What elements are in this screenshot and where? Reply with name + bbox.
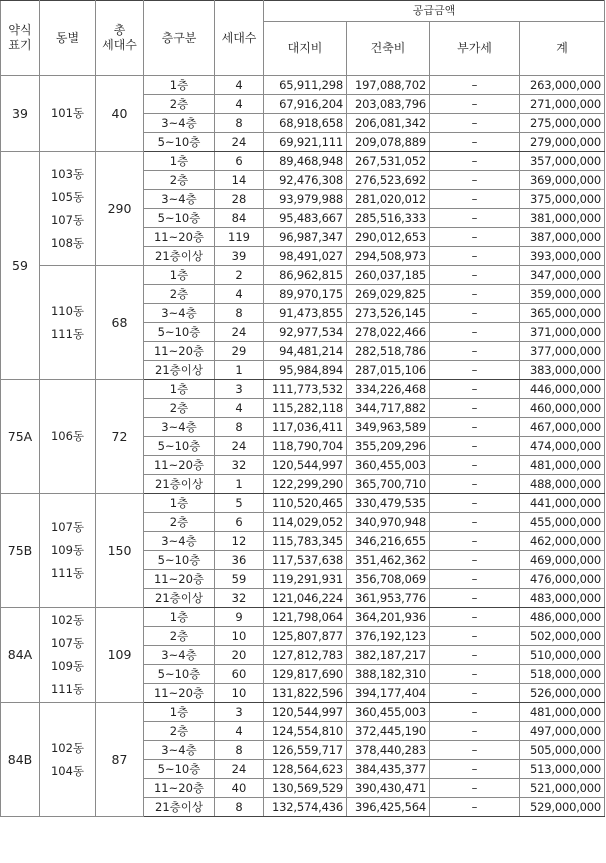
floor-cell: 2층 [144,627,215,646]
table-header [1,1,605,76]
total-price-cell: 393,000,000 [520,247,605,266]
floor-cell: 11~20층 [144,228,215,247]
vat-cell: – [430,456,520,475]
total-price-cell: 481,000,000 [520,703,605,722]
floor-cell: 11~20층 [144,570,215,589]
units-cell: 6 [215,152,264,171]
land-price-cell: 125,807,877 [264,627,347,646]
dong-label: 106동 [50,429,85,443]
building-price-cell: 390,430,471 [347,779,430,798]
land-price-cell: 68,918,658 [264,114,347,133]
units-cell: 29 [215,342,264,361]
total-price-cell: 486,000,000 [520,608,605,627]
building-price-cell: 340,970,948 [347,513,430,532]
header-building: 건축비 [347,22,430,76]
floor-cell: 1층 [144,703,215,722]
table-row [1,703,605,722]
land-price-cell: 86,962,815 [264,266,347,285]
dong-label: 102동 [50,613,85,627]
land-price-cell: 127,812,783 [264,646,347,665]
building-price-cell: 278,022,466 [347,323,430,342]
land-price-cell: 111,773,532 [264,380,347,399]
units-cell: 3 [215,703,264,722]
building-price-cell: 294,508,973 [347,247,430,266]
building-price-cell: 344,717,882 [347,399,430,418]
vat-cell: – [430,95,520,114]
units-cell: 28 [215,190,264,209]
building-price-cell: 360,455,003 [347,703,430,722]
dong-label: 108동 [50,235,85,250]
land-price-cell: 96,987,347 [264,228,347,247]
land-price-cell: 120,544,997 [264,703,347,722]
total-price-cell: 502,000,000 [520,627,605,646]
dong-cell [40,152,96,266]
land-price-cell: 119,291,931 [264,570,347,589]
land-price-cell: 92,476,308 [264,171,347,190]
units-cell: 32 [215,456,264,475]
land-price-cell: 117,036,411 [264,418,347,437]
units-cell: 4 [215,722,264,741]
header-land: 대지비 [264,22,347,76]
floor-cell: 2층 [144,399,215,418]
type-cell: 39 [1,76,40,152]
vat-cell: – [430,133,520,152]
building-price-cell: 394,177,404 [347,684,430,703]
table-body [1,76,605,817]
vat-cell: – [430,722,520,741]
units-cell: 8 [215,304,264,323]
land-price-cell: 65,911,298 [264,76,347,95]
table-row [1,608,605,627]
vat-cell: – [430,399,520,418]
units-cell: 2 [215,266,264,285]
floor-cell: 3~4층 [144,418,215,437]
building-price-cell: 388,182,310 [347,665,430,684]
header-type: 약식 표기 [1,1,40,76]
vat-cell: – [430,247,520,266]
building-price-cell: 365,700,710 [347,475,430,494]
units-cell: 14 [215,171,264,190]
vat-cell: – [430,608,520,627]
total-price-cell: 481,000,000 [520,456,605,475]
units-cell: 36 [215,551,264,570]
units-cell: 24 [215,760,264,779]
total-price-cell: 469,000,000 [520,551,605,570]
total-price-cell: 387,000,000 [520,228,605,247]
vat-cell: – [430,380,520,399]
total-price-cell: 488,000,000 [520,475,605,494]
total-price-cell: 476,000,000 [520,570,605,589]
land-price-cell: 93,979,988 [264,190,347,209]
table-row [1,76,605,95]
dong-cell [40,494,96,608]
vat-cell: – [430,665,520,684]
building-price-cell: 276,523,692 [347,171,430,190]
floor-cell: 5~10층 [144,760,215,779]
type-cell: 59 [1,152,40,380]
vat-cell: – [430,551,520,570]
floor-cell: 1층 [144,152,215,171]
total-units-cell: 40 [96,76,144,152]
land-price-cell: 115,783,345 [264,532,347,551]
dong-label: 107동 [50,212,85,227]
land-price-cell: 129,817,690 [264,665,347,684]
units-cell: 10 [215,627,264,646]
total-price-cell: 497,000,000 [520,722,605,741]
floor-cell: 2층 [144,171,215,190]
vat-cell: – [430,494,520,513]
units-cell: 24 [215,323,264,342]
land-price-cell: 121,798,064 [264,608,347,627]
vat-cell: – [430,779,520,798]
vat-cell: – [430,646,520,665]
total-price-cell: 513,000,000 [520,760,605,779]
vat-cell: – [430,228,520,247]
floor-cell: 5~10층 [144,323,215,342]
land-price-cell: 92,977,534 [264,323,347,342]
floor-cell: 3~4층 [144,741,215,760]
header-supply-price: 공급금액 [264,1,605,22]
floor-cell: 5~10층 [144,209,215,228]
vat-cell: – [430,570,520,589]
total-units-cell: 109 [96,608,144,703]
floor-cell: 5~10층 [144,437,215,456]
total-units-cell: 290 [96,152,144,266]
floor-cell: 3~4층 [144,646,215,665]
units-cell: 4 [215,399,264,418]
dong-label: 111동 [50,566,85,580]
building-price-cell: 285,516,333 [347,209,430,228]
units-cell: 9 [215,608,264,627]
units-cell: 24 [215,437,264,456]
total-units-cell: 68 [96,266,144,380]
total-units-cell: 72 [96,380,144,494]
floor-cell: 5~10층 [144,551,215,570]
land-price-cell: 118,790,704 [264,437,347,456]
building-price-cell: 287,015,106 [347,361,430,380]
building-price-cell: 260,037,185 [347,266,430,285]
dong-cell [40,380,96,494]
units-cell: 8 [215,798,264,817]
header-total-units: 총 세대수 [96,1,144,76]
floor-cell: 1층 [144,494,215,513]
vat-cell: – [430,418,520,437]
dong-label: 107동 [50,636,85,650]
floor-cell: 1층 [144,608,215,627]
building-price-cell: 267,531,052 [347,152,430,171]
dong-cell [40,266,96,380]
units-cell: 60 [215,665,264,684]
total-price-cell: 369,000,000 [520,171,605,190]
units-cell: 5 [215,494,264,513]
vat-cell: – [430,152,520,171]
building-price-cell: 334,226,468 [347,380,430,399]
units-cell: 4 [215,95,264,114]
vat-cell: – [430,437,520,456]
floor-cell: 21층이상 [144,589,215,608]
floor-cell: 2층 [144,722,215,741]
dong-label: 109동 [50,543,85,557]
building-price-cell: 349,963,589 [347,418,430,437]
dong-label: 101동 [50,106,85,120]
total-price-cell: 359,000,000 [520,285,605,304]
building-price-cell: 290,012,653 [347,228,430,247]
floor-cell: 2층 [144,513,215,532]
building-price-cell: 351,462,362 [347,551,430,570]
total-units-cell: 150 [96,494,144,608]
land-price-cell: 121,046,224 [264,589,347,608]
units-cell: 3 [215,380,264,399]
building-price-cell: 209,078,889 [347,133,430,152]
total-price-cell: 474,000,000 [520,437,605,456]
header-dong: 동별 [40,1,96,76]
land-price-cell: 120,544,997 [264,456,347,475]
building-price-cell: 356,708,069 [347,570,430,589]
land-price-cell: 95,984,894 [264,361,347,380]
total-price-cell: 505,000,000 [520,741,605,760]
total-price-cell: 347,000,000 [520,266,605,285]
dong-cell [40,76,96,152]
floor-cell: 21층이상 [144,475,215,494]
dong-label: 107동 [50,520,85,534]
building-price-cell: 376,192,123 [347,627,430,646]
land-price-cell: 95,483,667 [264,209,347,228]
vat-cell: – [430,532,520,551]
units-cell: 119 [215,228,264,247]
total-price-cell: 446,000,000 [520,380,605,399]
floor-cell: 5~10층 [144,133,215,152]
land-price-cell: 131,822,596 [264,684,347,703]
table-row [1,494,605,513]
vat-cell: – [430,323,520,342]
total-price-cell: 383,000,000 [520,361,605,380]
floor-cell: 21층이상 [144,247,215,266]
building-price-cell: 372,445,190 [347,722,430,741]
units-cell: 6 [215,513,264,532]
type-cell: 84A [1,608,40,703]
building-price-cell: 269,029,825 [347,285,430,304]
total-price-cell: 483,000,000 [520,589,605,608]
vat-cell: – [430,342,520,361]
building-price-cell: 206,081,342 [347,114,430,133]
units-cell: 32 [215,589,264,608]
vat-cell: – [430,741,520,760]
building-price-cell: 330,479,535 [347,494,430,513]
total-price-cell: 263,000,000 [520,76,605,95]
total-price-cell: 381,000,000 [520,209,605,228]
floor-cell: 5~10층 [144,665,215,684]
vat-cell: – [430,171,520,190]
floor-cell: 21층이상 [144,361,215,380]
floor-cell: 21층이상 [144,798,215,817]
building-price-cell: 282,518,786 [347,342,430,361]
type-cell: 75A [1,380,40,494]
building-price-cell: 361,953,776 [347,589,430,608]
vat-cell: – [430,76,520,95]
header-vat: 부가세 [430,22,520,76]
dong-label: 111동 [50,326,85,341]
total-price-cell: 365,000,000 [520,304,605,323]
land-price-cell: 117,537,638 [264,551,347,570]
vat-cell: – [430,190,520,209]
vat-cell: – [430,475,520,494]
total-price-cell: 441,000,000 [520,494,605,513]
building-price-cell: 378,440,283 [347,741,430,760]
land-price-cell: 110,520,465 [264,494,347,513]
building-price-cell: 382,187,217 [347,646,430,665]
units-cell: 12 [215,532,264,551]
vat-cell: – [430,266,520,285]
building-price-cell: 384,435,377 [347,760,430,779]
vat-cell: – [430,798,520,817]
land-price-cell: 98,491,027 [264,247,347,266]
land-price-cell: 132,574,436 [264,798,347,817]
building-price-cell: 364,201,936 [347,608,430,627]
floor-cell: 1층 [144,76,215,95]
units-cell: 40 [215,779,264,798]
total-price-cell: 526,000,000 [520,684,605,703]
land-price-cell: 122,299,290 [264,475,347,494]
floor-cell: 3~4층 [144,190,215,209]
dong-label: 102동 [50,740,85,755]
floor-cell: 3~4층 [144,304,215,323]
total-price-cell: 275,000,000 [520,114,605,133]
land-price-cell: 128,564,623 [264,760,347,779]
land-price-cell: 91,473,855 [264,304,347,323]
floor-cell: 2층 [144,95,215,114]
header-floor: 층구분 [144,1,215,76]
vat-cell: – [430,684,520,703]
dong-label: 109동 [50,659,85,673]
vat-cell: – [430,703,520,722]
land-price-cell: 67,916,204 [264,95,347,114]
units-cell: 39 [215,247,264,266]
vat-cell: – [430,114,520,133]
vat-cell: – [430,513,520,532]
floor-cell: 1층 [144,266,215,285]
units-cell: 20 [215,646,264,665]
total-price-cell: 467,000,000 [520,418,605,437]
vat-cell: – [430,589,520,608]
units-cell: 1 [215,475,264,494]
total-price-cell: 371,000,000 [520,323,605,342]
floor-cell: 3~4층 [144,114,215,133]
units-cell: 8 [215,114,264,133]
dong-label: 110동 [50,303,85,318]
building-price-cell: 203,083,796 [347,95,430,114]
dong-label: 111동 [50,682,85,696]
land-price-cell: 114,029,052 [264,513,347,532]
table-row [1,266,605,285]
floor-cell: 2층 [144,285,215,304]
type-cell: 84B [1,703,40,817]
building-price-cell: 355,209,296 [347,437,430,456]
dong-label: 105동 [50,189,85,204]
total-price-cell: 460,000,000 [520,399,605,418]
floor-cell: 11~20층 [144,684,215,703]
land-price-cell: 94,481,214 [264,342,347,361]
total-price-cell: 375,000,000 [520,190,605,209]
land-price-cell: 89,970,175 [264,285,347,304]
building-price-cell: 396,425,564 [347,798,430,817]
dong-label: 103동 [50,166,85,181]
vat-cell: – [430,760,520,779]
floor-cell: 11~20층 [144,342,215,361]
total-units-cell: 87 [96,703,144,817]
total-price-cell: 357,000,000 [520,152,605,171]
total-price-cell: 271,000,000 [520,95,605,114]
total-price-cell: 521,000,000 [520,779,605,798]
units-cell: 84 [215,209,264,228]
land-price-cell: 115,282,118 [264,399,347,418]
units-cell: 59 [215,570,264,589]
type-cell: 75B [1,494,40,608]
table-row [1,152,605,171]
units-cell: 1 [215,361,264,380]
total-price-cell: 377,000,000 [520,342,605,361]
land-price-cell: 69,921,111 [264,133,347,152]
building-price-cell: 281,020,012 [347,190,430,209]
total-price-cell: 529,000,000 [520,798,605,817]
vat-cell: – [430,361,520,380]
dong-cell [40,608,96,703]
units-cell: 4 [215,76,264,95]
land-price-cell: 124,554,810 [264,722,347,741]
total-price-cell: 462,000,000 [520,532,605,551]
total-price-cell: 510,000,000 [520,646,605,665]
land-price-cell: 89,468,948 [264,152,347,171]
floor-cell: 1층 [144,380,215,399]
units-cell: 8 [215,741,264,760]
floor-cell: 3~4층 [144,532,215,551]
header-units: 세대수 [215,1,264,76]
vat-cell: – [430,627,520,646]
building-price-cell: 346,216,655 [347,532,430,551]
dong-label: 104동 [50,763,85,778]
building-price-cell: 197,088,702 [347,76,430,95]
table-row [1,380,605,399]
land-price-cell: 130,569,529 [264,779,347,798]
vat-cell: – [430,285,520,304]
units-cell: 8 [215,418,264,437]
total-price-cell: 455,000,000 [520,513,605,532]
building-price-cell: 360,455,003 [347,456,430,475]
total-price-cell: 279,000,000 [520,133,605,152]
dong-cell [40,703,96,817]
land-price-cell: 126,559,717 [264,741,347,760]
building-price-cell: 273,526,145 [347,304,430,323]
total-price-cell: 518,000,000 [520,665,605,684]
floor-cell: 11~20층 [144,779,215,798]
units-cell: 4 [215,285,264,304]
units-cell: 10 [215,684,264,703]
header-sum: 계 [520,22,605,76]
vat-cell: – [430,304,520,323]
units-cell: 24 [215,133,264,152]
floor-cell: 11~20층 [144,456,215,475]
vat-cell: – [430,209,520,228]
